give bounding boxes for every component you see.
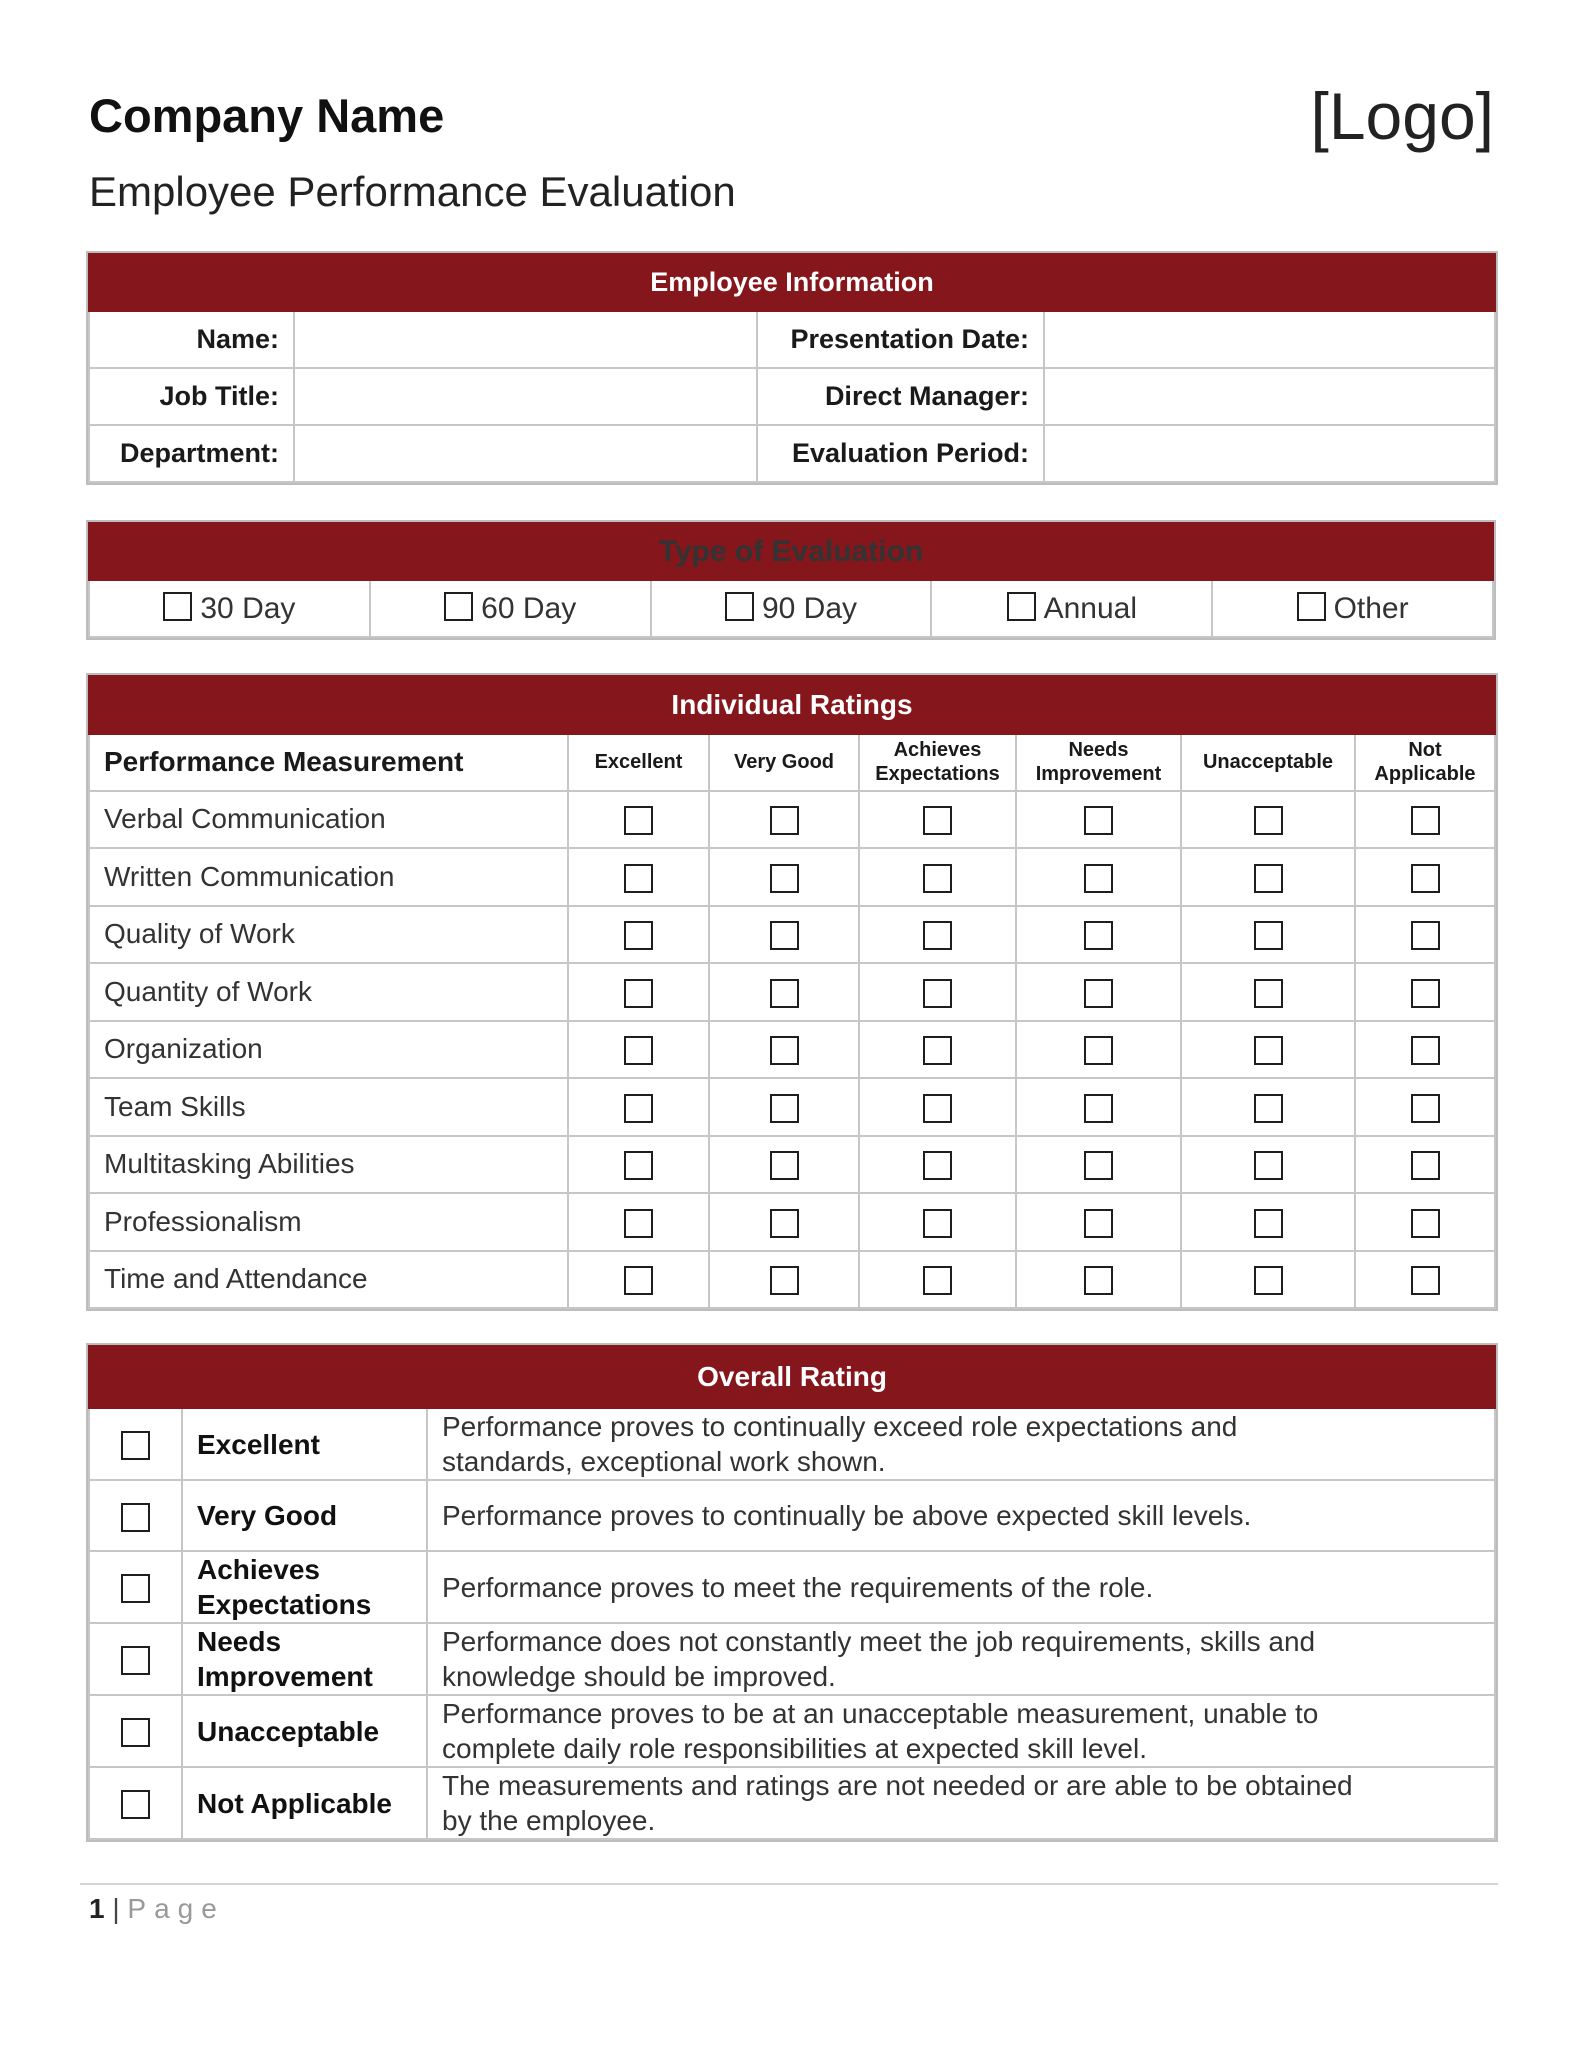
overall-level-label xyxy=(182,1408,427,1480)
option-label: 60 Day xyxy=(481,591,577,625)
description-line: Performance proves to continually exceed role expectations and xyxy=(442,1411,1238,1442)
rating-checkbox[interactable] xyxy=(624,979,653,1008)
name-field[interactable] xyxy=(294,311,757,368)
individual-ratings-heading: Individual Ratings xyxy=(89,676,1495,734)
checkbox[interactable] xyxy=(1297,592,1326,621)
rating-cell xyxy=(568,791,709,849)
page-footer xyxy=(89,1893,225,1925)
presentation-date-field[interactable] xyxy=(1044,311,1495,368)
level-label-line: Excellent xyxy=(197,1428,320,1460)
overall-level-description xyxy=(427,1695,1495,1767)
rating-row xyxy=(89,1193,1495,1251)
rating-checkbox[interactable] xyxy=(1254,1209,1283,1238)
evaluation-type-option[interactable] xyxy=(931,580,1212,637)
rating-cell xyxy=(1016,1193,1181,1251)
rating-checkbox[interactable] xyxy=(770,864,799,893)
rating-checkbox[interactable] xyxy=(1411,1209,1440,1238)
criterion-label: Time and Attendance xyxy=(89,1251,568,1309)
rating-checkbox[interactable] xyxy=(770,1036,799,1065)
criterion-label: Written Communication xyxy=(89,848,568,906)
rating-cell xyxy=(709,963,859,1021)
overall-rating-row xyxy=(89,1551,1495,1623)
rating-cell xyxy=(1181,963,1355,1021)
rating-checkbox[interactable] xyxy=(770,1266,799,1295)
rating-cell xyxy=(709,1193,859,1251)
overall-rating-row xyxy=(89,1408,1495,1480)
overall-checkbox-cell xyxy=(89,1623,182,1695)
rating-checkbox[interactable] xyxy=(1084,864,1113,893)
overall-level-description xyxy=(427,1623,1495,1695)
rating-cell xyxy=(859,1136,1016,1194)
rating-cell xyxy=(859,906,1016,964)
form-title: Employee Performance Evaluation xyxy=(89,168,736,215)
overall-checkbox-cell xyxy=(89,1408,182,1480)
overall-checkbox[interactable] xyxy=(121,1431,150,1460)
evaluation-period-label: Evaluation Period: xyxy=(757,425,1044,482)
overall-level-label xyxy=(182,1767,427,1839)
individual-ratings-table xyxy=(88,675,1496,1309)
description-line: knowledge should be improved. xyxy=(442,1661,836,1692)
overall-rating-table xyxy=(88,1345,1496,1840)
rating-checkbox[interactable] xyxy=(1411,1151,1440,1180)
checkbox[interactable] xyxy=(444,592,473,621)
rating-checkbox[interactable] xyxy=(1084,1266,1113,1295)
rating-row xyxy=(89,848,1495,906)
rating-checkbox[interactable] xyxy=(1254,921,1283,950)
rating-cell xyxy=(859,791,1016,849)
rating-cell xyxy=(1016,1021,1181,1079)
rating-checkbox[interactable] xyxy=(923,1209,952,1238)
level-label-line: Unacceptable xyxy=(197,1715,380,1747)
overall-level-label xyxy=(182,1480,427,1551)
criterion-label: Team Skills xyxy=(89,1078,568,1136)
rating-checkbox[interactable] xyxy=(770,921,799,950)
rating-cell xyxy=(568,1078,709,1136)
rating-cell xyxy=(1016,963,1181,1021)
criterion-label: Organization xyxy=(89,1021,568,1079)
checkbox[interactable] xyxy=(1007,592,1036,621)
rating-cell xyxy=(1181,1078,1355,1136)
rating-cell xyxy=(568,848,709,906)
rating-checkbox[interactable] xyxy=(770,979,799,1008)
rating-row xyxy=(89,1078,1495,1136)
rating-checkbox[interactable] xyxy=(624,864,653,893)
direct-manager-label: Direct Manager: xyxy=(757,368,1044,425)
rating-checkbox[interactable] xyxy=(923,806,952,835)
rating-checkbox[interactable] xyxy=(1411,979,1440,1008)
rating-cell xyxy=(1181,906,1355,964)
rating-checkbox[interactable] xyxy=(624,921,653,950)
rating-cell xyxy=(1355,1251,1495,1309)
job-title-label: Job Title: xyxy=(89,368,294,425)
rating-cell xyxy=(859,1078,1016,1136)
level-label-line: Expectations xyxy=(197,1589,372,1620)
logo-placeholder: [Logo] xyxy=(1310,79,1494,153)
rating-checkbox[interactable] xyxy=(624,1151,653,1180)
overall-level-label xyxy=(182,1623,427,1695)
checkbox[interactable] xyxy=(725,592,754,621)
overall-level-description xyxy=(427,1767,1495,1839)
overall-rating-heading: Overall Rating xyxy=(89,1346,1495,1408)
direct-manager-field[interactable] xyxy=(1044,368,1495,425)
overall-checkbox-cell xyxy=(89,1767,182,1839)
rating-checkbox[interactable] xyxy=(1084,1094,1113,1123)
overall-checkbox-cell xyxy=(89,1480,182,1551)
overall-checkbox-cell xyxy=(89,1551,182,1623)
rating-cell xyxy=(1181,1193,1355,1251)
rating-checkbox[interactable] xyxy=(1084,806,1113,835)
overall-rating-row xyxy=(89,1623,1495,1695)
criterion-label: Professionalism xyxy=(89,1193,568,1251)
rating-checkbox[interactable] xyxy=(1084,921,1113,950)
name-label: Name: xyxy=(89,311,294,368)
evaluation-type-option[interactable] xyxy=(651,580,932,637)
criterion-label: Multitasking Abilities xyxy=(89,1136,568,1194)
column-header-not-applicable: Not Applicable xyxy=(1355,734,1495,791)
rating-cell xyxy=(1016,848,1181,906)
rating-cell xyxy=(709,1078,859,1136)
rating-cell xyxy=(859,963,1016,1021)
rating-row xyxy=(89,906,1495,964)
rating-cell xyxy=(709,1136,859,1194)
rating-checkbox[interactable] xyxy=(923,1036,952,1065)
rating-cell xyxy=(859,848,1016,906)
column-header-excellent: Excellent xyxy=(568,734,709,791)
footer-divider xyxy=(80,1883,1498,1885)
performance-measurement-header: Performance Measurement xyxy=(89,734,568,791)
rating-cell xyxy=(709,906,859,964)
evaluation-type-option[interactable] xyxy=(1212,580,1493,637)
rating-cell xyxy=(709,1251,859,1309)
rating-cell xyxy=(1355,848,1495,906)
evaluation-period-field[interactable] xyxy=(1044,425,1495,482)
rating-checkbox[interactable] xyxy=(923,979,952,1008)
overall-level-description xyxy=(427,1551,1495,1623)
rating-checkbox[interactable] xyxy=(624,1209,653,1238)
rating-row xyxy=(89,963,1495,1021)
rating-cell xyxy=(568,1251,709,1309)
rating-cell xyxy=(568,1136,709,1194)
rating-checkbox[interactable] xyxy=(624,806,653,835)
rating-checkbox[interactable] xyxy=(1411,1036,1440,1065)
option-label: 30 Day xyxy=(200,591,296,625)
rating-cell xyxy=(1355,1136,1495,1194)
option-label: 90 Day xyxy=(761,591,858,625)
rating-checkbox[interactable] xyxy=(1411,1094,1440,1123)
rating-cell xyxy=(568,963,709,1021)
rating-checkbox[interactable] xyxy=(624,1094,653,1123)
criterion-label: Verbal Communication xyxy=(89,791,568,849)
level-label-line: Achieves xyxy=(197,1554,320,1585)
column-header-needs-improvement: Needs Improvement xyxy=(1016,734,1181,791)
option-label: Other xyxy=(1333,591,1409,625)
document-header xyxy=(88,0,1494,230)
column-header-achieves-expectations: Achieves Expectations xyxy=(859,734,1016,791)
overall-checkbox[interactable] xyxy=(121,1646,150,1675)
department-field[interactable] xyxy=(294,425,757,482)
option-label: Annual xyxy=(1043,591,1137,625)
rating-checkbox[interactable] xyxy=(770,1151,799,1180)
overall-checkbox[interactable] xyxy=(121,1790,150,1819)
rating-cell xyxy=(1016,1136,1181,1194)
evaluation-type-heading: Type of Evaluation xyxy=(89,523,1493,580)
rating-cell xyxy=(1355,963,1495,1021)
rating-cell xyxy=(1355,906,1495,964)
rating-row xyxy=(89,1136,1495,1194)
presentation-date-label: Presentation Date: xyxy=(757,311,1044,368)
level-label-line: Needs xyxy=(197,1626,282,1657)
rating-cell xyxy=(1355,1021,1495,1079)
rating-row xyxy=(89,791,1495,849)
rating-checkbox[interactable] xyxy=(1411,806,1440,835)
company-name: Company Name xyxy=(89,89,445,142)
overall-level-label xyxy=(182,1695,427,1767)
rating-checkbox[interactable] xyxy=(923,864,952,893)
rating-checkbox[interactable] xyxy=(923,921,952,950)
job-title-field[interactable] xyxy=(294,368,757,425)
rating-checkbox[interactable] xyxy=(1254,1036,1283,1065)
level-label-line: Improvement xyxy=(197,1661,373,1692)
overall-checkbox[interactable] xyxy=(121,1574,150,1603)
rating-cell xyxy=(1016,906,1181,964)
rating-cell xyxy=(859,1021,1016,1079)
rating-cell xyxy=(709,848,859,906)
rating-checkbox[interactable] xyxy=(1411,1266,1440,1295)
rating-cell xyxy=(568,1193,709,1251)
rating-checkbox[interactable] xyxy=(1254,979,1283,1008)
description-line: complete daily role responsibilities at expected skill level. xyxy=(442,1733,1148,1764)
overall-rating-row xyxy=(89,1695,1495,1767)
rating-checkbox[interactable] xyxy=(1254,1094,1283,1123)
rating-cell xyxy=(709,791,859,849)
page-label: Page xyxy=(127,1893,225,1924)
rating-row xyxy=(89,1021,1495,1079)
rating-cell xyxy=(1016,791,1181,849)
level-label-line: Not Applicable xyxy=(197,1787,392,1819)
overall-level-description xyxy=(427,1480,1495,1551)
rating-row xyxy=(89,1251,1495,1309)
overall-level-label xyxy=(182,1551,427,1623)
rating-cell xyxy=(568,906,709,964)
description-line: Performance proves to continually be above expected skill levels. xyxy=(442,1500,1252,1531)
column-header-very-good: Very Good xyxy=(709,734,859,791)
rating-checkbox[interactable] xyxy=(770,1094,799,1123)
form-page xyxy=(88,0,1494,1924)
employee-info-table xyxy=(88,253,1496,483)
overall-checkbox-cell xyxy=(89,1695,182,1767)
rating-checkbox[interactable] xyxy=(1254,1151,1283,1180)
rating-checkbox[interactable] xyxy=(923,1151,952,1180)
checkbox[interactable] xyxy=(163,592,192,621)
rating-cell xyxy=(859,1251,1016,1309)
overall-level-description xyxy=(427,1408,1495,1480)
rating-cell xyxy=(1355,1193,1495,1251)
rating-checkbox[interactable] xyxy=(1411,864,1440,893)
rating-cell xyxy=(1181,1021,1355,1079)
rating-cell xyxy=(1181,791,1355,849)
rating-checkbox[interactable] xyxy=(1084,1151,1113,1180)
footer-separator: | xyxy=(112,1893,120,1924)
rating-cell xyxy=(568,1021,709,1079)
rating-cell xyxy=(1016,1078,1181,1136)
rating-cell xyxy=(709,1021,859,1079)
overall-rating-row xyxy=(89,1480,1495,1551)
rating-checkbox[interactable] xyxy=(770,806,799,835)
description-line: The measurements and ratings are not needed or are able to be obtained xyxy=(442,1770,1353,1801)
rating-checkbox[interactable] xyxy=(1411,921,1440,950)
rating-cell xyxy=(1355,1078,1495,1136)
description-line: standards, exceptional work shown. xyxy=(442,1446,886,1477)
rating-cell xyxy=(1016,1251,1181,1309)
description-line: Performance proves to meet the requirements of the role. xyxy=(442,1571,1154,1603)
rating-checkbox[interactable] xyxy=(1084,1209,1113,1238)
employee-info-heading: Employee Information xyxy=(89,254,1495,311)
description-line: by the employee. xyxy=(442,1805,656,1836)
rating-checkbox[interactable] xyxy=(923,1266,952,1295)
overall-checkbox[interactable] xyxy=(121,1503,150,1532)
department-label: Department: xyxy=(89,425,294,482)
rating-checkbox[interactable] xyxy=(624,1036,653,1065)
column-header-unacceptable: Unacceptable xyxy=(1181,734,1355,791)
evaluation-type-option[interactable] xyxy=(370,580,651,637)
evaluation-type-table xyxy=(88,522,1494,638)
rating-cell xyxy=(1181,848,1355,906)
rating-cell xyxy=(1181,1251,1355,1309)
description-line: Performance proves to be at an unacceptable measurement, unable to xyxy=(442,1698,1319,1729)
page-number: 1 xyxy=(89,1893,105,1924)
level-label-line: Very Good xyxy=(197,1500,338,1531)
rating-checkbox[interactable] xyxy=(1254,806,1283,835)
rating-checkbox[interactable] xyxy=(770,1209,799,1238)
criterion-label: Quality of Work xyxy=(89,906,568,964)
overall-checkbox[interactable] xyxy=(121,1718,150,1747)
evaluation-type-option[interactable] xyxy=(89,580,370,637)
description-line: Performance does not constantly meet the job requirements, skills and xyxy=(442,1626,1316,1657)
rating-checkbox[interactable] xyxy=(923,1094,952,1123)
rating-checkbox[interactable] xyxy=(1084,1036,1113,1065)
rating-cell xyxy=(1181,1136,1355,1194)
rating-checkbox[interactable] xyxy=(1084,979,1113,1008)
overall-rating-row xyxy=(89,1767,1495,1839)
rating-cell xyxy=(859,1193,1016,1251)
rating-checkbox[interactable] xyxy=(1254,864,1283,893)
rating-checkbox[interactable] xyxy=(1254,1266,1283,1295)
criterion-label: Quantity of Work xyxy=(89,963,568,1021)
rating-checkbox[interactable] xyxy=(624,1266,653,1295)
rating-cell xyxy=(1355,791,1495,849)
